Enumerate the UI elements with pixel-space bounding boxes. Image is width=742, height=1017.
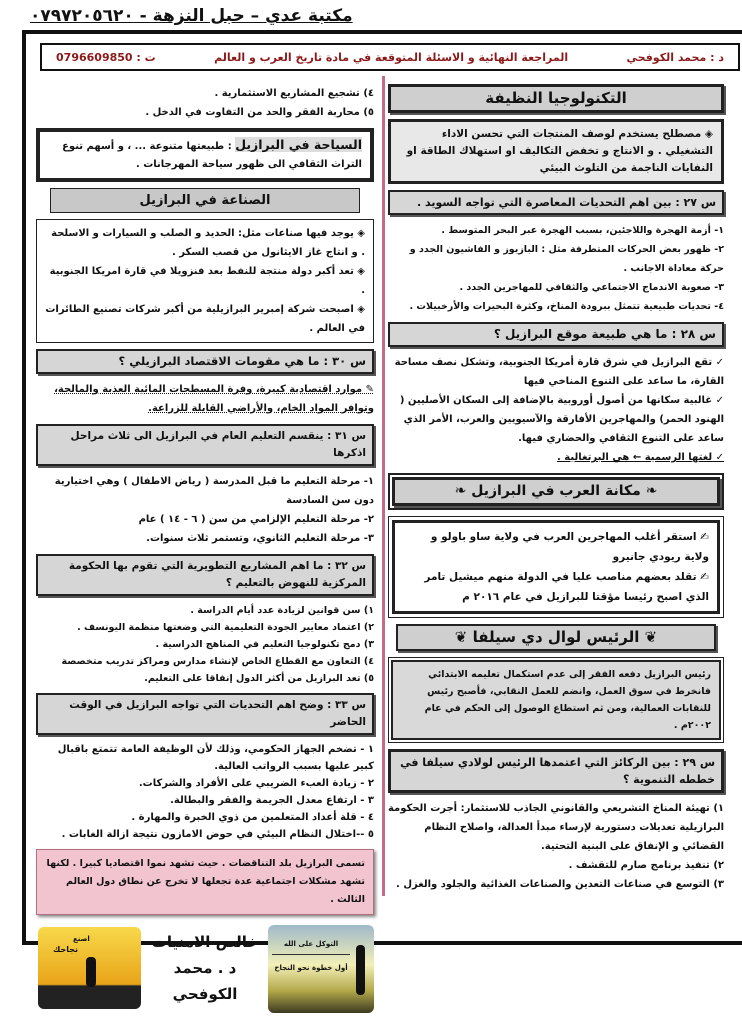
q28-list xyxy=(388,353,724,467)
brazil-note: تسمى البرازيل بلد التناقضات . حيث تشهد نموا اقتصاديا كبيرا . لكنها تشهد مشكلات اجتماعية عدة تجعلها لا تخرج عن نطاق دول العالم الثالث . xyxy=(36,849,374,915)
closing-row xyxy=(36,925,374,1017)
arabs-box-frame xyxy=(388,516,724,618)
list-item: ٤) تشجيع المشاريع الاستثمارية . xyxy=(214,88,374,99)
list-item: ٤) التعاون مع القطاع الخاص لإنشاء مدارس ومراكز تدريب متخصصة xyxy=(61,656,374,667)
arabs-list xyxy=(392,520,720,614)
list-item: ٥) تعد البرازيل من أكثر الدول إنفاقا على التعليم. xyxy=(144,673,374,684)
question-33: س ٣٣ : وضح اهم التحديات التي تواجه البرازيل في الوقت الحاضر xyxy=(36,693,374,735)
list-item: ٤ - قلة أعداد المتعلمين من ذوي الخبرة والمهارة . xyxy=(131,812,374,823)
industry-title: الصناعة في البرازيل xyxy=(50,188,360,213)
closing xyxy=(144,929,266,1007)
list-item: ٣) دمج تكنولوجيا التعليم في المناهج الدراسية . xyxy=(155,639,374,650)
trust-image xyxy=(268,925,374,1013)
doc-title: المراجعة النهائية و الاسئلة المتوقعة في مادة تاريخ العرب و العالم xyxy=(214,50,569,64)
question-27: س ٢٧ : بين اهم التحديات المعاصرة التي تواجه السويد . xyxy=(388,190,724,215)
right-column xyxy=(388,84,724,894)
wishes: خالص الامنيات xyxy=(151,933,259,951)
list-item: ٢- ظهور بعض الحركات المتطرفة مثل : البازيوز و الفاشيون الجدد و حركة معاداة الاجانب . xyxy=(409,244,724,274)
phone: ت : 0796609850 xyxy=(56,50,156,64)
question-32: س ٣٢ : ما اهم المشاريع التطويرية التي تقوم بها الحكومة المركزية للنهوض بالتعليم ؟ xyxy=(36,554,374,596)
person-silhouette-icon xyxy=(356,945,365,995)
list-item: ✍ تقلد بعضهم مناصب عليا في الدولة منهم ميشيل تامر الذي اصبح رئيسا مؤقتا للبرازيل في عام ٢٠١٦ م xyxy=(424,571,709,603)
header-bar xyxy=(40,43,740,71)
list-item: ١) سن قوانين لزيادة عدد أيام الدراسة . xyxy=(190,605,374,616)
q32-list xyxy=(36,602,374,687)
list-item: ٢ - زيادة العبء الضريبي على الأفراد والشركات. xyxy=(138,778,374,789)
image-caption: التوكل على الله xyxy=(272,939,350,955)
list-item: ٥) محاربة الفقر والحد من التفاوت في الدخل . xyxy=(145,107,374,118)
list-item: ◈ اصبحت شركة إمبرير البرازيلية من أكبر شركات تصنيع الطائرات في العالم . xyxy=(45,304,365,334)
list-item: ١) تهيئة المناخ التشريعي والقانوني الجاذب للاستثمار: أجرت الحكومة البرازيلية تعديلات دستورية لإرساء مبدأ العدالة، واصلاح النظام القضائي و الإنفاق على البنية التحتية. xyxy=(387,803,724,852)
success-image xyxy=(38,927,141,1009)
image-caption: اصنع xyxy=(73,935,90,943)
list-item: ✓ غالبية سكانها من أصول أوروبية بالإضافة إلى السكان الأصليين ( الهنود الحمر) والمهاجرين الأفارقة والآسيويين والعرب، الأمر الذي ساعد على التنوع الثقافي والحضاري فيها. xyxy=(399,395,724,444)
definition-text: مصطلح يستخدم لوصف المنتجات التي تحسن الاداء التشغيلي . و الانتاج و تخفض التكاليف او استهلاك الطاقة او النفايات الناجمة من التلوث البيئي xyxy=(406,128,713,174)
list-item: ◈ تعد أكبر دولة منتجة للنفط بعد فنزويلا في قارة امريكا الجنوبية . xyxy=(49,266,365,296)
clean-tech-title: التكنولوجيا النظيفة xyxy=(388,84,724,113)
tourism-box xyxy=(36,128,374,182)
industry-list xyxy=(36,219,374,343)
tourism-text: : طبيعتها متنوعة ... ، و أسهم تنوع التراث الثقافي الى ظهور سياحة المهرجانات . xyxy=(62,141,362,170)
image-caption: نجاحك xyxy=(53,945,78,954)
library-contact-line: مكتبة عدي – حبل النزهة - ٠٧٩٧٢٠٥٦٢٠ xyxy=(30,6,353,26)
list-item: ✍ استقر أغلب المهاجرين العرب في ولاية ساو باولو و ولاية ريودي جانيرو xyxy=(430,531,709,563)
q33-list xyxy=(36,741,374,843)
list-item: ٣- صعوبة الاندماج الاجتماعي والثقافي للمهاجرين الجدد . xyxy=(459,282,724,293)
list-item: ٤- تحديات طبيعية تتمثل ببرودة المناخ، وكثرة البحيرات والأرخبيلات . xyxy=(409,301,724,312)
lula-title: ❦ الرئيس لوال دي سيلفا ❦ xyxy=(396,624,716,651)
list-item: ١- أزمة الهجرة واللاجئين، بسبب الهجرة عبر البحر المتوسط . xyxy=(441,225,724,236)
section-title: ❧ مكانة العرب في البرازيل ❧ xyxy=(392,477,720,506)
list-item: ١- مرحلة التعليم ما قبل المدرسة ( رياض الاطفال ) وهي اختيارية دون سن السادسة xyxy=(54,476,374,506)
lula-box-frame xyxy=(388,657,724,743)
list-item: ✓ تقع البرازيل في شرق قارة أمريكا الجنوبية، وتشكل نصف مساحة القارة، ما ساعد على التنوع المناخي فيها xyxy=(394,357,724,387)
question-29: س ٢٩ : بين الركائز التي اعتمدها الرئيس لولادي سيلفا في خططه التنموية ؟ xyxy=(388,749,724,793)
clean-tech-definition: ◈ مصطلح يستخدم لوصف المنتجات التي تحسن الاداء التشغيلي . و الانتاج و تخفض التكاليف او استهلاك الطاقة او النفايات الناجمة من التلوث البيئي xyxy=(388,119,724,184)
continued-list xyxy=(36,84,374,122)
q29-list xyxy=(388,799,724,894)
arabs-title-frame xyxy=(388,473,724,510)
left-column xyxy=(36,84,374,1017)
list-item: ٢) تنفيذ برنامج صارم للتقشف . xyxy=(568,860,724,871)
image-caption: أول خطوة نحو النجاح xyxy=(274,964,348,972)
lula-bio: رئيس البرازيل دفعه الفقر إلى عدم استكمال تعليمه الابتدائي فانخرط في سوق العمل، وانضم للعمل النقابي، فأصبح رئيس للنقابات العمالية، ومن ثم استطاع الوصول إلى الحكم في عام ٢٠٠٢م . xyxy=(391,660,721,740)
q31-list xyxy=(36,472,374,548)
author: د : محمد الكوفحي xyxy=(626,50,724,64)
signature: د . محمد الكوفحي xyxy=(172,959,238,1003)
list-item: ٣) التوسع في صناعات التعدين والصناعات الغذائية والجلود والغزل . xyxy=(396,879,724,890)
list-item: ◈ يوجد فيها صناعات مثل: الحديد و الصلب و السيارات و الاسلحة . و انتاج غاز الايثانول من قصب السكر . xyxy=(51,228,365,258)
question-30: س ٣٠ : ما هي مقومات الاقتصاد البرازيلي ؟ xyxy=(36,349,374,374)
list-item: ✓ لغتها الرسمية ← هي البرتغالية . xyxy=(557,452,724,463)
q30-answer: ✎ موارد اقتصادية كبيرة، وفرة المسطحات المائية العذبة والمالحة، وتوافر المواد الخام، والأراضي القابلة للزراعة. xyxy=(54,384,374,414)
list-item: ١ - تضخم الجهاز الحكومي، وذلك لأن الوظيفة العامة تتمتع باقبال كبير عليها بسبب الرواتب العالية. xyxy=(57,744,374,772)
list-item: ٢) اعتماد معايير الجودة التعليمية التي وضعتها منظمة اليونسف . xyxy=(77,622,374,633)
question-28: س ٢٨ : ما هي طبيعة موقع البرازيل ؟ xyxy=(388,322,724,347)
list-item: ٣- مرحلة التعليم الثانوي، وتستمر ثلاث سنوات. xyxy=(146,533,374,544)
tourism-label: السياحة في البرازيل xyxy=(235,137,362,152)
person-silhouette-icon xyxy=(86,957,96,987)
column-divider xyxy=(382,76,385,896)
q27-list xyxy=(388,221,724,316)
question-31: س ٣١ : ينقسم التعليم العام في البرازيل الى ثلاث مراحل اذكرها xyxy=(36,424,374,466)
list-item: ٢- مرحلة التعليم الإلزامي من سن ( ٦ - ١٤ ) عام xyxy=(138,514,374,525)
list-item: ٣ - ارتفاع معدل الجريمة والفقر والبطالة. xyxy=(170,795,374,806)
list-item: ٥ --اختلال النظام البيئي في حوض الامازون نتيجة ازالة الغابات . xyxy=(61,829,374,840)
